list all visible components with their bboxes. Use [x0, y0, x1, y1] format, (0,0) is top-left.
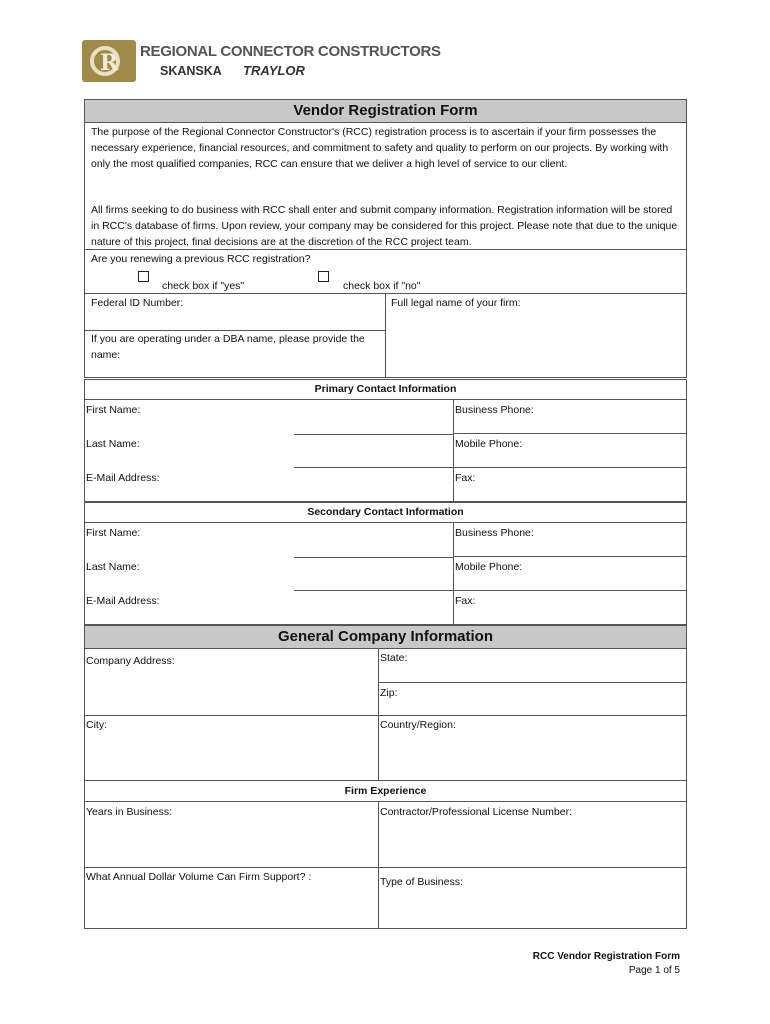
footer-title: RCC Vendor Registration Form [532, 951, 680, 962]
renewal-question: Are you renewing a previous RCC registration? [91, 253, 311, 265]
intro-paragraph-2: All firms seeking to do business with RCC shall enter and submit company information. Registration information will be stored in RCC's database of firms. Upon review, your company may be considered for this project. Please note that due to the unique nature of this project, final decisions are at the discretion of the RCC project team. [91, 204, 678, 248]
state-label: State: [380, 652, 408, 664]
primary-contact-header: Primary Contact Information [84, 379, 687, 400]
primary-first-name-label: First Name: [86, 404, 141, 416]
renewal-yes-checkbox[interactable] [138, 271, 149, 282]
secondary-contact-header: Secondary Contact Information [84, 502, 687, 523]
logo-partner-traylor: TRAYLOR [243, 63, 305, 78]
secondary-email-label: E-Mail Address: [86, 595, 160, 607]
company-address-label: Company Address: [86, 655, 175, 667]
secondary-fax-field[interactable] [453, 590, 687, 625]
general-company-header: General Company Information [84, 625, 687, 649]
city-label: City: [86, 719, 107, 731]
federal-id-label: Federal ID Number: [91, 297, 184, 309]
city-field[interactable] [84, 715, 379, 781]
secondary-business-phone-label: Business Phone: [455, 527, 534, 539]
state-field[interactable] [378, 648, 687, 683]
renewal-yes-label: check box if "yes" [162, 280, 245, 292]
zip-field[interactable] [378, 682, 687, 716]
legal-name-label: Full legal name of your firm: [391, 297, 521, 309]
secondary-first-name-label: First Name: [86, 527, 141, 539]
secondary-mobile-phone-label: Mobile Phone: [455, 561, 523, 573]
country-label: Country/Region: [380, 719, 456, 731]
annual-volume-label: What Annual Dollar Volume Can Firm Support? : [86, 871, 312, 883]
intro-paragraph-1: The purpose of the Regional Connector Constructor's (RCC) registration process is to ascertain if your firm possesses the necessary experience, financial resources, and commitment to safety and quality to perform on our projects. By working with only the most qualified companies, RCC can ensure that we deliver a high level of service to our client. [91, 126, 669, 170]
primary-fax-label: Fax: [455, 472, 476, 484]
primary-fax-field[interactable] [453, 467, 687, 502]
license-number-label: Contractor/Professional License Number: [380, 806, 573, 818]
firm-experience-header: Firm Experience [84, 780, 687, 802]
business-type-label: Type of Business: [380, 876, 463, 888]
primary-business-phone-label: Business Phone: [455, 404, 534, 416]
years-in-business-label: Years in Business: [86, 806, 172, 818]
primary-email-label: E-Mail Address: [86, 472, 160, 484]
logo-title: REGIONAL CONNECTOR CONSTRUCTORS [140, 43, 441, 60]
footer-page-number: Page 1 of 5 [628, 965, 680, 976]
dba-label: If you are operating under a DBA name, please provide the name: [91, 333, 365, 361]
primary-last-name-label: Last Name: [86, 438, 140, 450]
primary-mobile-phone-label: Mobile Phone: [455, 438, 523, 450]
rcc-logo-icon: R [82, 40, 136, 82]
zip-label: Zip: [380, 687, 398, 699]
form-title: Vendor Registration Form [84, 99, 687, 123]
renewal-no-label: check box if "no" [343, 280, 421, 292]
secondary-fax-label: Fax: [455, 595, 476, 607]
secondary-last-name-label: Last Name: [86, 561, 140, 573]
renewal-no-checkbox[interactable] [318, 271, 329, 282]
logo-partner-skanska: SKANSKA [160, 64, 222, 78]
